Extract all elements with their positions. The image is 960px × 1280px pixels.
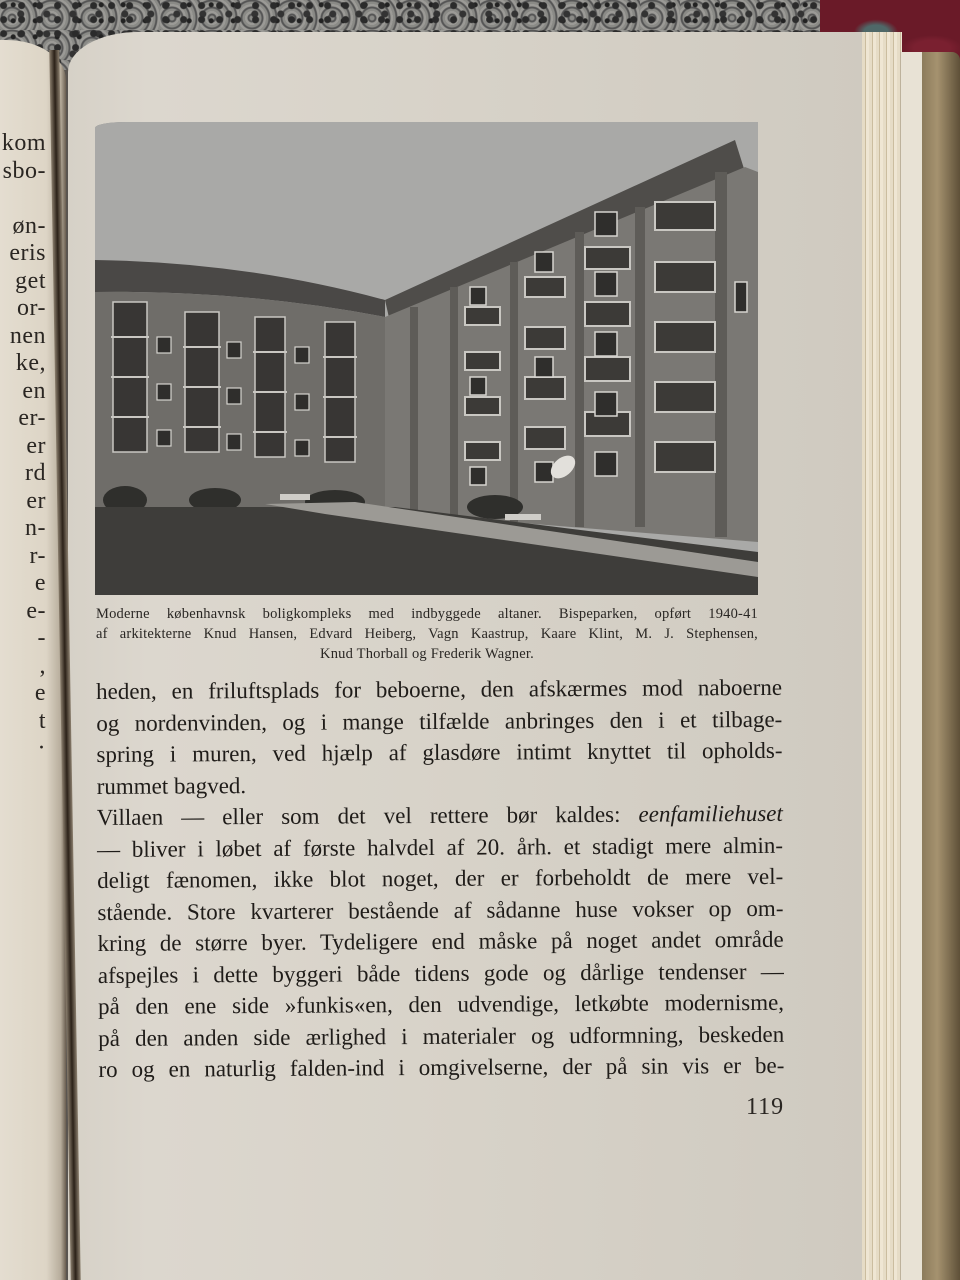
body-line: deligt fænomen, ikke blot noget, der er forbeholdt de mere vel- — [97, 863, 784, 893]
left-fragment: get — [15, 267, 46, 294]
left-fragment: er — [26, 487, 46, 514]
left-fragment: er- — [18, 405, 46, 431]
left-fragment: or- — [16, 295, 46, 321]
italic-term: eenfamiliehuset — [638, 800, 783, 827]
body-line: afspejles i dette byggeri både tidens gode og dårlige tendenser — — [97, 958, 784, 988]
left-fragment — [2, 185, 46, 213]
left-fragment: en — [22, 377, 46, 404]
body-line: på den ene side »funkis«en, den udvendige, letkøbte modernisme, — [97, 989, 785, 1019]
left-fragment: kom — [1, 130, 46, 156]
left-fragment: n- — [25, 515, 46, 541]
caption-line: af arkitekterne Knud Hansen, Edvard Heiberg, Vagn Kaastrup, Kaare Klint, M. J. Stephensen, — [96, 626, 758, 642]
building-photo-illustration — [95, 122, 758, 595]
body-line-start: Villaen — eller som det vel rettere bør kaldes: — [96, 801, 639, 830]
body-line-with-term — [97, 798, 783, 834]
left-fragment: rd — [25, 460, 46, 486]
body-line: kring de større byer. Tydeligere end måske på noget andet område — [97, 926, 784, 956]
left-fragment: e — [34, 680, 46, 706]
left-fragment: · — [37, 735, 46, 761]
body-line: rummet bagved. — [96, 772, 247, 799]
left-fragment: er — [26, 432, 46, 459]
body-line: på den anden side ærlighed i materialer og udformning, beskeden — [98, 1021, 785, 1051]
body-line: spring i muren, ved hjælp af glasdøre intimt knyttet til opholds- — [96, 737, 783, 767]
body-line: heden, en friluftsplads for beboerne, den afskærmes mod naboerne — [96, 674, 783, 704]
left-fragment: e — [34, 570, 46, 596]
left-fragment: øn- — [12, 212, 46, 239]
left-fragment: eris — [9, 240, 46, 266]
left-fragment: ke, — [15, 350, 46, 376]
body-text — [96, 672, 784, 1086]
body-line: — bliver i løbet af første halvdel af 20. årh. et stadigt mere almin- — [96, 832, 784, 862]
body-line: og nordenvinden, og i mange tilfælde anbringes den i et tilbage- — [96, 706, 783, 736]
caption-line: Knud Thorball og Frederik Wagner. — [320, 646, 534, 662]
left-fragment: - — [37, 625, 46, 651]
left-fragment: t — [38, 707, 46, 734]
caption-line: Moderne københavnsk boligkompleks med indbyggede altaner. Bispeparken, opført 1940-41 — [96, 606, 758, 622]
building-photograph — [95, 122, 758, 595]
page-edges — [862, 32, 902, 1280]
left-fragment: nen — [9, 322, 46, 349]
body-line: stående. Store kvarterer bestående af sådanne huse vokser op om- — [97, 895, 784, 925]
page-number: 119 — [746, 1094, 785, 1120]
body-line: ro og en naturlig falden-ind i omgivelserne, der på sin vis er be- — [98, 1052, 785, 1082]
left-fragment: sbo- — [2, 157, 46, 184]
left-fragment: e- — [26, 597, 46, 624]
left-page-text-fragments — [2, 130, 46, 763]
photo-caption — [96, 604, 758, 664]
left-fragment: , — [39, 652, 46, 679]
left-fragment: r- — [29, 542, 46, 569]
page-edge-back — [900, 52, 923, 1280]
book-cover-edge — [922, 52, 960, 1280]
